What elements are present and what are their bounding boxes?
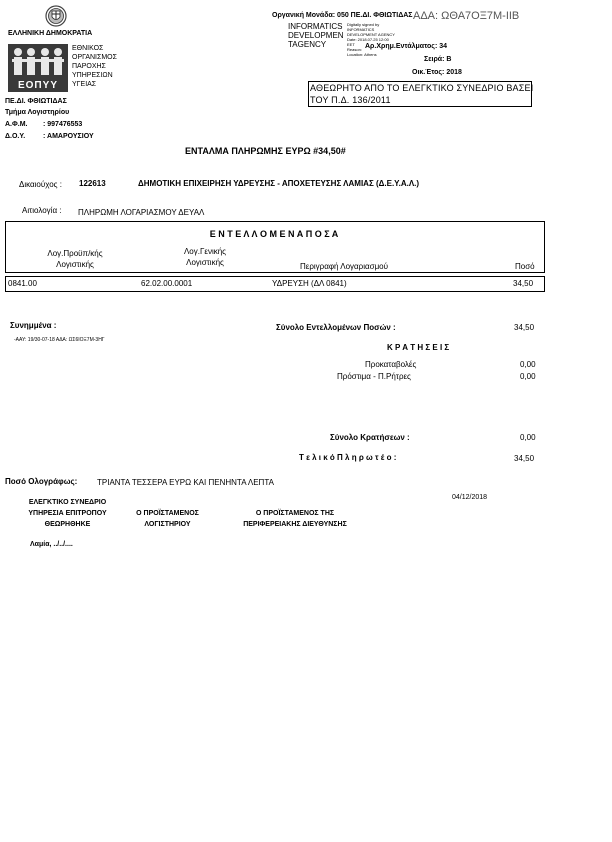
org-unit: Οργανική Μονάδα: 050 ΠΕ.ΔΙ. ΦΘΙΩΤΙΔΑΣ: [272, 12, 413, 19]
beneficiary-code: 122613: [79, 179, 106, 188]
total-ordered-label: Σύνολο Εντελλομένων Ποσών :: [276, 323, 396, 332]
attachments-text: -ΑΑΥ: 19/30-07-18 ΑΔΑ: ΩΣ6ΙΟΞ7Μ-3ΗΓ: [14, 337, 105, 343]
doy-value: : ΑΜΑΡΟΥΣΙΟΥ: [43, 133, 94, 140]
org-name-line-1: ΕΘΝΙΚΟΣ: [72, 45, 104, 52]
audit-note: ΑΘΕΩΡΗΤΟ ΑΠΟ ΤΟ ΕΛΕΓΚΤΙΚΟ ΣΥΝΕΔΡΙΟ ΒΑΣΕΙ ΤΟΥ Π.Δ. 136/2011: [310, 83, 534, 105]
stamp-small-3: DEVELOPMENT AGENCY: [347, 32, 395, 37]
net-payable-label: Τ ε λ ι κ ό Π λ η ρ ω τ έ ο :: [299, 453, 397, 462]
col-budget-line-2: Λογιστικής: [56, 260, 94, 269]
org-name-line-3: ΠΑΡΟΧΗΣ: [72, 63, 106, 70]
stamp-small-7: Location: Athens: [347, 52, 377, 57]
stamp-small-4: Date: 2018.07.25 12:00: [347, 37, 389, 42]
doy-label: Δ.Ο.Υ.: [5, 133, 26, 140]
org-name-line-4: ΥΠΗΡΕΣΙΩΝ: [72, 72, 113, 79]
beneficiary-name: ΔΗΜΟΤΙΚΗ ΕΠΙΧΕΙΡΗΣΗ ΥΔΡΕΥΣΗΣ - ΑΠΟΧΕΤΕΥΣΗΣ ΛΑΜΙΑΣ (Δ.Ε.Υ.Α.Λ.): [138, 179, 420, 188]
sig-accounting-line-2: ΛΟΓΙΣΤΗΡΙΟΥ: [144, 521, 191, 528]
total-ordered-value: 34,50: [514, 323, 535, 332]
advance-value: 0,00: [520, 360, 536, 369]
justification-label: Αιτιολογία :: [22, 206, 62, 215]
page-title: ΕΝΤΑΛΜΑ ΠΛΗΡΩΜΗΣ ΕΥΡΩ #34,50#: [185, 146, 346, 156]
sig-accounting-line-1: Ο ΠΡΟΪΣΤΑΜΕΝΟΣ: [136, 510, 199, 517]
col-amount: Ποσό: [515, 262, 535, 271]
fines-label: Πρόστιμα - Π.Ρήτρες: [337, 372, 411, 381]
amount-in-words-label: Ποσό Ολογράφως:: [5, 477, 78, 486]
country-name: ΕΛΛΗΝΙΚΗ ΔΗΜΟΚΡΑΤΙΑ: [8, 30, 93, 37]
ada-code: ΑΔΑ: ΩΘΑ7ΟΞ7Μ-ΙΙΒ: [413, 10, 520, 22]
col-budget-line-1: Λογ.Προϋπ/κής: [47, 249, 103, 258]
amounts-table-heading: Ε Ν Τ Ε Λ Λ Ο Μ Ε Ν Α Π Ο Σ Α: [209, 229, 339, 239]
greek-emblem-icon: [45, 4, 67, 28]
series: Σειρά: Β: [424, 56, 452, 63]
col-description: Περιγραφή Λογαριασμού: [300, 262, 389, 271]
afm-label: Α.Φ.Μ.: [5, 121, 28, 128]
eopyy-logo: [8, 44, 68, 92]
total-withholdings-label: Σύνολο Κρατήσεων :: [330, 433, 410, 442]
department-name: Τμήμα Λογιστηρίου: [5, 109, 70, 116]
org-name-line-5: ΥΓΕΙΑΣ: [72, 81, 97, 88]
beneficiary-label: Δικαιούχος :: [19, 180, 62, 189]
fines-value: 0,00: [520, 372, 536, 381]
logo-figures-icon: [8, 44, 68, 82]
net-payable-value: 34,50: [514, 454, 535, 463]
document-date: 04/12/2018: [452, 494, 488, 501]
advance-label: Προκαταβολές: [365, 360, 417, 369]
stamp-line-1: INFORMATICS: [288, 22, 343, 31]
stamp-small-6: Reason:: [347, 47, 362, 52]
sig-regional-line-1: Ο ΠΡΟΪΣΤΑΜΕΝΟΣ ΤΗΣ: [255, 510, 335, 517]
stamp-line-3: TAGENCY: [288, 40, 327, 49]
withholdings-heading: Κ Ρ Α Τ Η Σ Ε Ι Σ: [387, 343, 450, 352]
sig-audit-line-3: ΘΕΩΡΗΘΗΚΕ: [44, 521, 91, 528]
col-general-line-2: Λογιστικής: [186, 258, 224, 267]
stamp-line-2: DEVELOPMEN: [288, 31, 344, 40]
attachments-label: Συνημμένα :: [10, 321, 57, 330]
row-amount: 34,50: [513, 279, 534, 288]
stamp-small-5: EET: [347, 42, 355, 47]
col-general-line-1: Λογ.Γενικής: [183, 247, 227, 256]
sig-audit-line-2: ΥΠΗΡΕΣΙΑ ΕΠΙΤΡΟΠΟΥ: [28, 510, 107, 517]
row-description: ΥΔΡΕΥΣΗ (ΔΛ 0841): [272, 279, 347, 288]
justification-text: ΠΛΗΡΩΜΗ ΛΟΓΑΡΙΑΣΜΟΥ ΔΕΥΑΛ: [78, 208, 205, 217]
org-name-line-2: ΟΡΓΑΝΙΣΜΟΣ: [72, 54, 117, 61]
amount-in-words-text: ΤΡΙΑΝΤΑ ΤΕΣΣΕΡΑ ΕΥΡΩ ΚΑΙ ΠΕΝΗΝΤΑ ΛΕΠΤΑ: [97, 478, 274, 487]
total-withholdings-value: 0,00: [520, 433, 536, 442]
row-general-code: 62.02.00.0001: [141, 279, 193, 288]
logo-text: ΕΟΠΥΥ: [17, 80, 58, 91]
afm-value: : 997476553: [43, 121, 83, 128]
sig-audit-line-1: ΕΛΕΓΚΤΙΚΟ ΣΥΝΕΔΡΙΟ: [28, 499, 107, 506]
stamp-small-1: Digitally signed by: [347, 22, 380, 27]
place-date: Λαμία, ../../....: [30, 541, 73, 548]
fiscal-year: Οικ.Έτος: 2018: [412, 69, 462, 76]
region-name: ΠΕ.ΔΙ. ΦΘΙΩΤΙΔΑΣ: [5, 98, 67, 105]
row-budget-code: 0841.00: [8, 279, 37, 288]
payment-number: Αρ.Χρημ.Εντάλματος: 34: [365, 43, 448, 50]
sig-regional-line-2: ΠΕΡΙΦΕΡΕΙΑΚΗΣ ΔΙΕΥΘΥΝΣΗΣ: [243, 521, 347, 528]
stamp-small-2: INFORMATICS: [347, 27, 375, 32]
